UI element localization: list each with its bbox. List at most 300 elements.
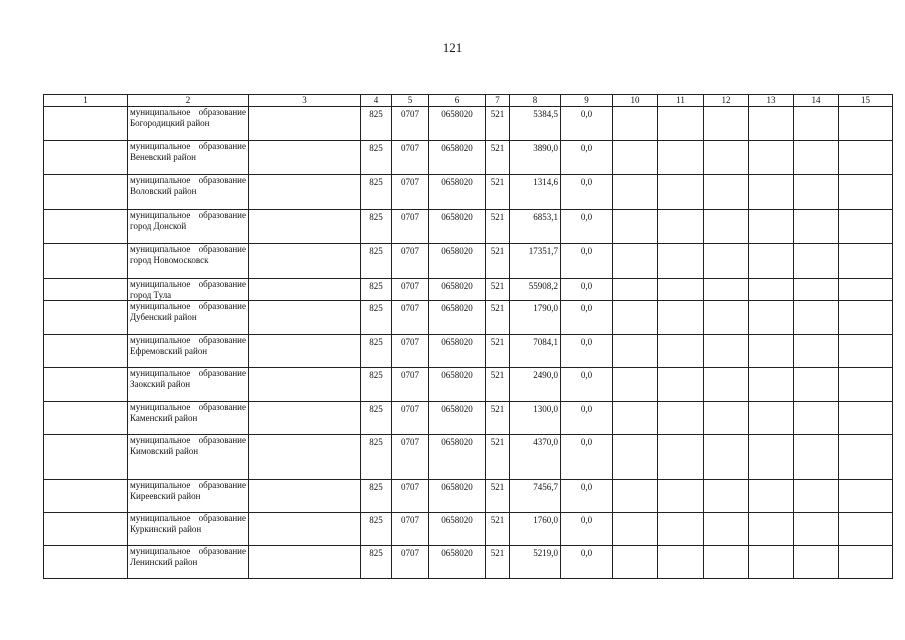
cell-value: 0658020 — [441, 246, 473, 256]
cell-value: 0,0 — [580, 515, 593, 525]
cell-value: 825 — [369, 246, 383, 256]
cell-value: 521 — [490, 482, 505, 492]
column-header-1: 1 — [44, 95, 128, 107]
cell-col-4 — [361, 402, 392, 435]
cell-col-15 — [839, 335, 893, 368]
cell-value: 825 — [369, 482, 383, 492]
table-row — [44, 435, 893, 480]
cell-col-8 — [510, 175, 561, 210]
cell-value: 0658020 — [441, 515, 473, 525]
cell-col-5 — [392, 301, 429, 335]
cell-col-13 — [749, 279, 794, 301]
cell-value: 0707 — [401, 370, 419, 380]
cell-col-12 — [704, 402, 749, 435]
cell-value: 55908,2 — [528, 281, 558, 291]
cell-value: 521 — [490, 337, 505, 347]
cell-value: 0,0 — [580, 337, 593, 347]
cell-col-14 — [794, 279, 839, 301]
cell-col-11 — [658, 279, 704, 301]
cell-col-8 — [510, 368, 561, 402]
cell-value: 7084,1 — [533, 337, 558, 347]
column-header-13: 13 — [749, 95, 794, 107]
cell-value: 0,0 — [580, 109, 593, 119]
cell-col-1 — [44, 141, 128, 175]
cell-col-6 — [429, 368, 486, 402]
cell-value: 0,0 — [580, 246, 593, 256]
column-header-10: 10 — [613, 95, 658, 107]
cell-col-5 — [392, 435, 429, 480]
cell-col-12 — [704, 368, 749, 402]
cell-col-15 — [839, 279, 893, 301]
cell-col-11 — [658, 141, 704, 175]
cell-col-9 — [561, 279, 613, 301]
column-header-3: 3 — [249, 95, 361, 107]
cell-col-3 — [249, 244, 361, 279]
cell-col-10 — [613, 513, 658, 546]
cell-col-3 — [249, 141, 361, 175]
cell-value: 521 — [490, 109, 505, 119]
cell-col-9 — [561, 244, 613, 279]
cell-col-6 — [429, 480, 486, 513]
cell-col-6 — [429, 107, 486, 141]
cell-col-11 — [658, 335, 704, 368]
cell-col-12 — [704, 175, 749, 210]
cell-col-3 — [249, 107, 361, 141]
cell-col-9 — [561, 402, 613, 435]
cell-col-7 — [486, 279, 510, 301]
cell-col-10 — [613, 368, 658, 402]
cell-col-1 — [44, 335, 128, 368]
cell-col-13 — [749, 301, 794, 335]
cell-col-4 — [361, 546, 392, 579]
municipality-name: муниципальное образование Ефремовский район — [130, 335, 246, 356]
cell-value: 825 — [369, 337, 383, 347]
cell-col-2 — [128, 244, 249, 279]
cell-col-7 — [486, 368, 510, 402]
cell-col-7 — [486, 175, 510, 210]
cell-value: 0707 — [401, 404, 419, 414]
cell-col-12 — [704, 301, 749, 335]
table-row — [44, 141, 893, 175]
cell-value: 825 — [369, 212, 383, 222]
cell-col-12 — [704, 335, 749, 368]
cell-col-13 — [749, 546, 794, 579]
cell-value: 0707 — [401, 246, 419, 256]
cell-col-10 — [613, 175, 658, 210]
cell-col-12 — [704, 244, 749, 279]
cell-col-5 — [392, 141, 429, 175]
cell-col-4 — [361, 480, 392, 513]
cell-col-14 — [794, 546, 839, 579]
cell-col-1 — [44, 402, 128, 435]
cell-col-11 — [658, 513, 704, 546]
table-row — [44, 301, 893, 335]
cell-col-6 — [429, 279, 486, 301]
cell-col-10 — [613, 244, 658, 279]
column-header-15: 15 — [839, 95, 893, 107]
cell-col-10 — [613, 335, 658, 368]
cell-col-1 — [44, 546, 128, 579]
cell-value: 825 — [369, 370, 383, 380]
cell-col-1 — [44, 244, 128, 279]
cell-col-13 — [749, 368, 794, 402]
cell-col-5 — [392, 402, 429, 435]
cell-col-14 — [794, 141, 839, 175]
cell-value: 1314,6 — [533, 177, 558, 187]
cell-value: 0,0 — [580, 303, 593, 313]
cell-col-10 — [613, 402, 658, 435]
cell-col-15 — [839, 141, 893, 175]
cell-col-6 — [429, 210, 486, 244]
cell-col-7 — [486, 210, 510, 244]
cell-col-7 — [486, 480, 510, 513]
cell-col-3 — [249, 402, 361, 435]
cell-value: 0707 — [401, 109, 419, 119]
cell-value: 0658020 — [441, 437, 473, 447]
municipality-name: муниципальное образование Куркинский район — [130, 513, 246, 534]
cell-value: 0658020 — [441, 303, 473, 313]
cell-value: 2490,0 — [533, 370, 558, 380]
cell-value: 0,0 — [580, 404, 593, 414]
table-body — [44, 107, 893, 579]
cell-col-13 — [749, 513, 794, 546]
cell-col-3 — [249, 546, 361, 579]
cell-value: 521 — [490, 177, 505, 187]
column-header-7: 7 — [486, 95, 510, 107]
cell-value: 0707 — [401, 143, 419, 153]
cell-col-8 — [510, 279, 561, 301]
cell-value: 1300,0 — [533, 404, 558, 414]
cell-col-11 — [658, 301, 704, 335]
municipality-name: муниципальное образование Заокский район — [130, 368, 246, 389]
cell-col-3 — [249, 210, 361, 244]
cell-col-1 — [44, 210, 128, 244]
cell-value: 1790,0 — [533, 303, 558, 313]
municipality-name: муниципальное образование город Тула — [130, 279, 246, 300]
cell-col-2 — [128, 480, 249, 513]
cell-col-10 — [613, 107, 658, 141]
cell-col-4 — [361, 175, 392, 210]
cell-value: 521 — [490, 212, 505, 222]
cell-col-1 — [44, 107, 128, 141]
municipality-name: муниципальное образование Ленинский район — [130, 546, 246, 567]
cell-value: 0707 — [401, 437, 419, 447]
cell-col-7 — [486, 301, 510, 335]
cell-col-13 — [749, 244, 794, 279]
cell-col-5 — [392, 335, 429, 368]
cell-col-8 — [510, 210, 561, 244]
cell-col-2 — [128, 175, 249, 210]
cell-col-9 — [561, 435, 613, 480]
cell-col-13 — [749, 210, 794, 244]
cell-col-5 — [392, 279, 429, 301]
cell-value: 0658020 — [441, 281, 473, 291]
table-row — [44, 279, 893, 301]
cell-col-4 — [361, 141, 392, 175]
cell-col-3 — [249, 435, 361, 480]
cell-col-7 — [486, 546, 510, 579]
cell-col-4 — [361, 210, 392, 244]
cell-col-14 — [794, 244, 839, 279]
cell-col-14 — [794, 513, 839, 546]
table-row — [44, 244, 893, 279]
cell-col-12 — [704, 141, 749, 175]
cell-col-11 — [658, 210, 704, 244]
cell-col-10 — [613, 480, 658, 513]
cell-value: 825 — [369, 109, 383, 119]
cell-value: 521 — [490, 303, 505, 313]
cell-col-2 — [128, 301, 249, 335]
municipality-name: муниципальное образование Веневский район — [130, 141, 246, 162]
cell-value: 521 — [490, 404, 505, 414]
cell-col-15 — [839, 107, 893, 141]
cell-col-3 — [249, 480, 361, 513]
cell-value: 0658020 — [441, 177, 473, 187]
cell-value: 825 — [369, 177, 383, 187]
municipality-name: муниципальное образование город Донской — [130, 210, 246, 231]
cell-value: 0,0 — [580, 548, 593, 558]
cell-col-10 — [613, 301, 658, 335]
cell-value: 0658020 — [441, 143, 473, 153]
cell-col-2 — [128, 513, 249, 546]
cell-value: 521 — [490, 281, 505, 291]
cell-col-1 — [44, 175, 128, 210]
cell-col-9 — [561, 335, 613, 368]
cell-col-12 — [704, 279, 749, 301]
cell-col-2 — [128, 210, 249, 244]
cell-col-9 — [561, 546, 613, 579]
column-header-5: 5 — [392, 95, 429, 107]
cell-col-9 — [561, 141, 613, 175]
cell-value: 0658020 — [441, 548, 473, 558]
table-header — [44, 95, 893, 107]
column-header-12: 12 — [704, 95, 749, 107]
municipality-name: муниципальное образование Воловский район — [130, 175, 246, 196]
cell-col-8 — [510, 402, 561, 435]
cell-col-15 — [839, 435, 893, 480]
cell-col-4 — [361, 244, 392, 279]
cell-col-5 — [392, 546, 429, 579]
cell-col-10 — [613, 279, 658, 301]
cell-col-15 — [839, 210, 893, 244]
cell-col-11 — [658, 175, 704, 210]
cell-col-2 — [128, 279, 249, 301]
cell-value: 5219,0 — [533, 548, 558, 558]
cell-col-1 — [44, 513, 128, 546]
cell-col-3 — [249, 301, 361, 335]
cell-col-13 — [749, 107, 794, 141]
cell-col-10 — [613, 435, 658, 480]
cell-value: 0707 — [401, 212, 419, 222]
cell-col-3 — [249, 368, 361, 402]
cell-col-12 — [704, 435, 749, 480]
municipality-name: муниципальное образование Каменский район — [130, 402, 246, 423]
table-row — [44, 107, 893, 141]
table-row — [44, 480, 893, 513]
cell-col-5 — [392, 210, 429, 244]
cell-col-13 — [749, 175, 794, 210]
cell-col-2 — [128, 335, 249, 368]
table-row — [44, 368, 893, 402]
cell-value: 0658020 — [441, 404, 473, 414]
cell-col-8 — [510, 301, 561, 335]
cell-col-6 — [429, 435, 486, 480]
cell-col-8 — [510, 335, 561, 368]
cell-col-4 — [361, 279, 392, 301]
cell-col-14 — [794, 175, 839, 210]
cell-value: 825 — [369, 303, 383, 313]
cell-col-8 — [510, 513, 561, 546]
cell-col-7 — [486, 435, 510, 480]
cell-col-5 — [392, 107, 429, 141]
cell-col-6 — [429, 141, 486, 175]
table-row — [44, 175, 893, 210]
cell-col-2 — [128, 368, 249, 402]
cell-col-6 — [429, 175, 486, 210]
cell-value: 5384,5 — [533, 109, 558, 119]
cell-value: 6853,1 — [533, 212, 558, 222]
cell-col-9 — [561, 513, 613, 546]
cell-col-1 — [44, 368, 128, 402]
cell-value: 0,0 — [580, 281, 593, 291]
cell-value: 0707 — [401, 337, 419, 347]
table-row — [44, 210, 893, 244]
cell-value: 0,0 — [580, 212, 593, 222]
cell-value: 825 — [369, 281, 383, 291]
cell-col-8 — [510, 107, 561, 141]
cell-col-9 — [561, 107, 613, 141]
cell-col-4 — [361, 301, 392, 335]
cell-col-7 — [486, 107, 510, 141]
cell-value: 825 — [369, 548, 383, 558]
cell-col-4 — [361, 335, 392, 368]
cell-col-14 — [794, 480, 839, 513]
cell-col-7 — [486, 513, 510, 546]
column-header-2: 2 — [128, 95, 249, 107]
cell-value: 4370,0 — [533, 437, 558, 447]
cell-col-13 — [749, 402, 794, 435]
cell-col-2 — [128, 141, 249, 175]
cell-col-8 — [510, 480, 561, 513]
cell-col-15 — [839, 546, 893, 579]
cell-value: 521 — [490, 143, 505, 153]
cell-col-14 — [794, 335, 839, 368]
cell-col-5 — [392, 175, 429, 210]
cell-col-8 — [510, 546, 561, 579]
cell-col-1 — [44, 301, 128, 335]
cell-col-1 — [44, 435, 128, 480]
cell-col-15 — [839, 480, 893, 513]
municipality-name: муниципальное образование Дубенский район — [130, 301, 246, 322]
cell-col-12 — [704, 513, 749, 546]
cell-value: 0707 — [401, 515, 419, 525]
cell-value: 0658020 — [441, 212, 473, 222]
column-header-14: 14 — [794, 95, 839, 107]
column-header-8: 8 — [510, 95, 561, 107]
cell-value: 825 — [369, 515, 383, 525]
cell-col-6 — [429, 513, 486, 546]
cell-col-15 — [839, 301, 893, 335]
cell-col-5 — [392, 480, 429, 513]
cell-value: 0658020 — [441, 370, 473, 380]
cell-value: 521 — [490, 515, 505, 525]
cell-col-3 — [249, 279, 361, 301]
cell-col-14 — [794, 435, 839, 480]
cell-col-6 — [429, 244, 486, 279]
cell-value: 0707 — [401, 548, 419, 558]
table-row — [44, 335, 893, 368]
cell-col-4 — [361, 435, 392, 480]
cell-value: 0,0 — [580, 437, 593, 447]
cell-value: 0707 — [401, 482, 419, 492]
cell-value: 0658020 — [441, 109, 473, 119]
cell-value: 825 — [369, 437, 383, 447]
municipality-name: муниципальное образование Киреевский район — [130, 480, 246, 501]
table-row — [44, 546, 893, 579]
cell-col-5 — [392, 513, 429, 546]
cell-col-11 — [658, 435, 704, 480]
cell-col-6 — [429, 335, 486, 368]
municipality-name: муниципальное образование Кимовский район — [130, 435, 246, 456]
column-header-4: 4 — [361, 95, 392, 107]
cell-col-2 — [128, 402, 249, 435]
cell-col-9 — [561, 368, 613, 402]
cell-col-7 — [486, 335, 510, 368]
cell-col-11 — [658, 480, 704, 513]
column-header-9: 9 — [561, 95, 613, 107]
cell-value: 521 — [490, 548, 505, 558]
cell-value: 3890,0 — [533, 143, 558, 153]
cell-value: 0,0 — [580, 482, 593, 492]
municipality-name: муниципальное образование город Новомосковск — [130, 244, 246, 265]
cell-col-6 — [429, 546, 486, 579]
cell-value: 825 — [369, 404, 383, 414]
cell-col-6 — [429, 402, 486, 435]
cell-col-14 — [794, 107, 839, 141]
cell-value: 17351,7 — [528, 246, 558, 256]
municipality-name: муниципальное образование Богородицкий район — [130, 107, 246, 128]
cell-col-8 — [510, 435, 561, 480]
cell-col-11 — [658, 546, 704, 579]
cell-value: 0707 — [401, 303, 419, 313]
cell-col-15 — [839, 402, 893, 435]
cell-col-11 — [658, 402, 704, 435]
cell-col-12 — [704, 480, 749, 513]
cell-value: 0,0 — [580, 177, 593, 187]
cell-col-13 — [749, 141, 794, 175]
cell-value: 521 — [490, 246, 505, 256]
cell-col-3 — [249, 513, 361, 546]
cell-col-14 — [794, 210, 839, 244]
cell-col-4 — [361, 368, 392, 402]
header-row — [44, 95, 893, 107]
cell-col-15 — [839, 513, 893, 546]
cell-value: 0,0 — [580, 143, 593, 153]
page-number: 121 — [442, 40, 463, 55]
cell-col-7 — [486, 141, 510, 175]
column-header-6: 6 — [429, 95, 486, 107]
cell-col-3 — [249, 175, 361, 210]
cell-col-9 — [561, 301, 613, 335]
cell-col-8 — [510, 244, 561, 279]
cell-col-11 — [658, 368, 704, 402]
cell-col-2 — [128, 107, 249, 141]
cell-col-10 — [613, 210, 658, 244]
cell-col-9 — [561, 175, 613, 210]
cell-col-13 — [749, 335, 794, 368]
cell-col-13 — [749, 480, 794, 513]
cell-col-14 — [794, 301, 839, 335]
